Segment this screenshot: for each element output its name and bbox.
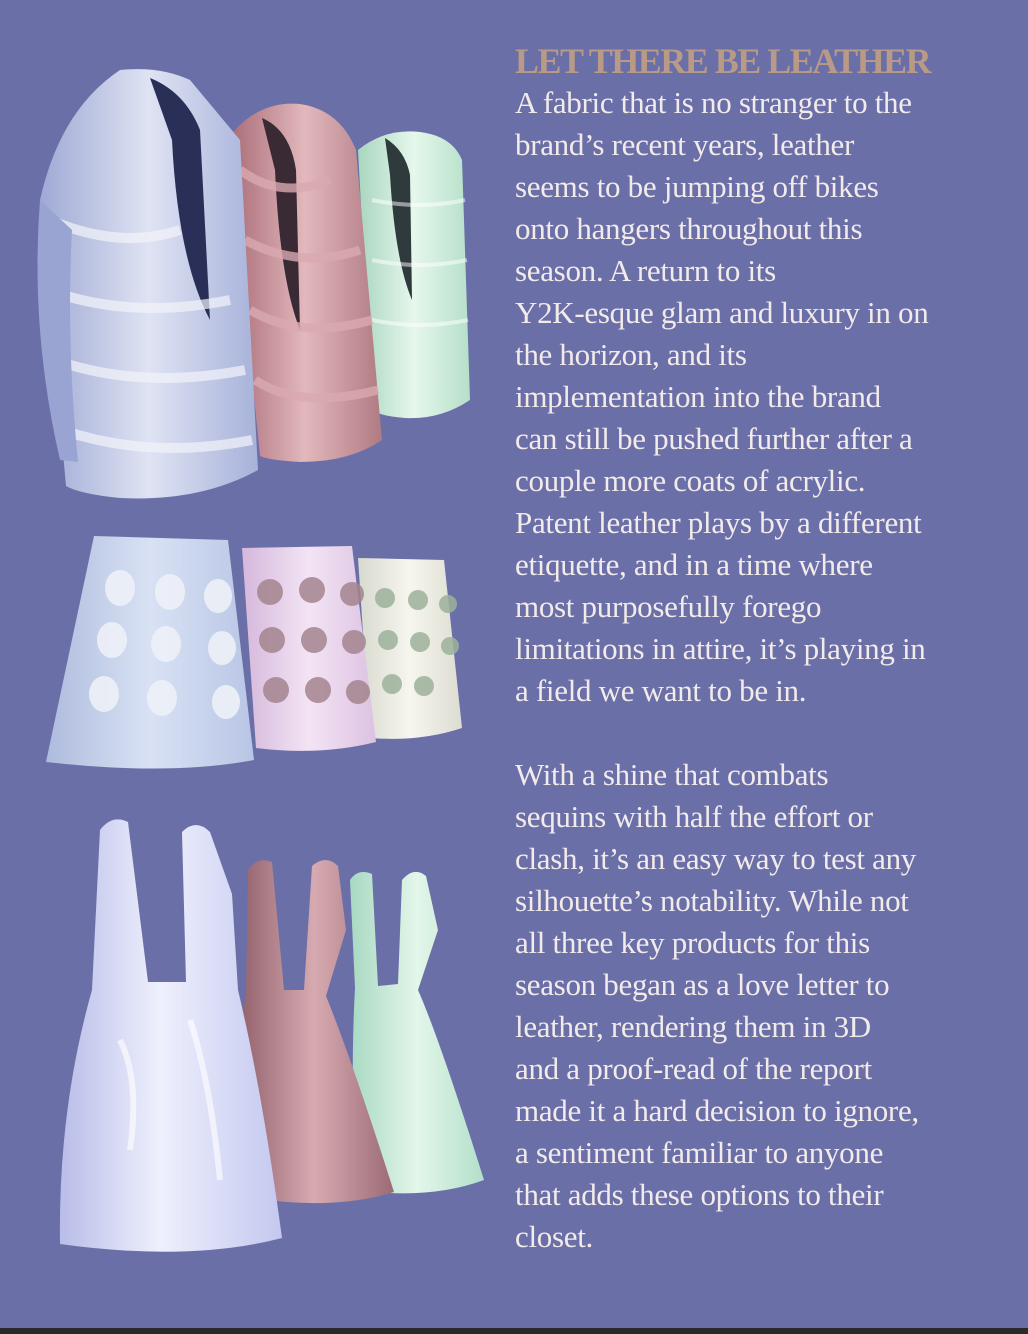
blue-polka-skirt — [46, 536, 254, 769]
text-line: silhouette’s notability. While not — [515, 883, 909, 918]
text-line: that adds these options to their — [515, 1177, 884, 1212]
text-line: A fabric that is no stranger to the — [515, 85, 912, 120]
article-column — [515, 40, 1015, 1258]
text-line: all three key products for this — [515, 925, 870, 960]
text-line: the horizon, and its — [515, 337, 747, 372]
text-line: a field we want to be in. — [515, 673, 807, 708]
text-line: limitations in attire, it’s playing in — [515, 631, 926, 666]
garment-artwork — [0, 0, 505, 1334]
text-line: sequins with half the effort or — [515, 799, 873, 834]
blue-puffer-jacket — [38, 69, 259, 498]
pinafore-dresses — [60, 819, 484, 1251]
cream-polka-skirt — [358, 558, 462, 739]
bottom-border — [0, 1328, 1028, 1334]
text-line: implementation into the brand — [515, 379, 881, 414]
text-line: leather, rendering them in 3D — [515, 1009, 871, 1044]
paragraph-1 — [515, 82, 1015, 712]
paragraph-gap — [515, 712, 1015, 754]
text-line: season began as a love letter to — [515, 967, 890, 1002]
text-line: Patent leather plays by a different — [515, 505, 922, 540]
puffer-jackets — [38, 69, 471, 498]
text-line: a sentiment familiar to anyone — [515, 1135, 884, 1170]
text-line: brand’s recent years, leather — [515, 127, 855, 162]
text-line: onto hangers throughout this — [515, 211, 863, 246]
text-line: and a proof-read of the report — [515, 1051, 872, 1086]
article-headline: LET THERE BE LEATHER — [515, 41, 931, 81]
text-line: closet. — [515, 1219, 593, 1254]
text-line: clash, it’s an easy way to test any — [515, 841, 917, 876]
paragraph-2 — [515, 754, 1015, 1258]
text-line: etiquette, and in a time where — [515, 547, 873, 582]
pink-polka-skirt — [242, 546, 376, 751]
text-line: couple more coats of acrylic. — [515, 463, 866, 498]
text-line: made it a hard decision to ignore, — [515, 1093, 919, 1128]
text-line: most purposefully forego — [515, 589, 822, 624]
article-body — [515, 82, 1015, 1258]
text-line: With a shine that combats — [515, 757, 829, 792]
pleated-skirts — [46, 536, 462, 769]
text-line: season. A return to its — [515, 253, 776, 288]
text-line: can still be pushed further after a — [515, 421, 913, 456]
text-line: Y2K-esque glam and luxury in on — [515, 295, 929, 330]
text-line: seems to be jumping off bikes — [515, 169, 879, 204]
